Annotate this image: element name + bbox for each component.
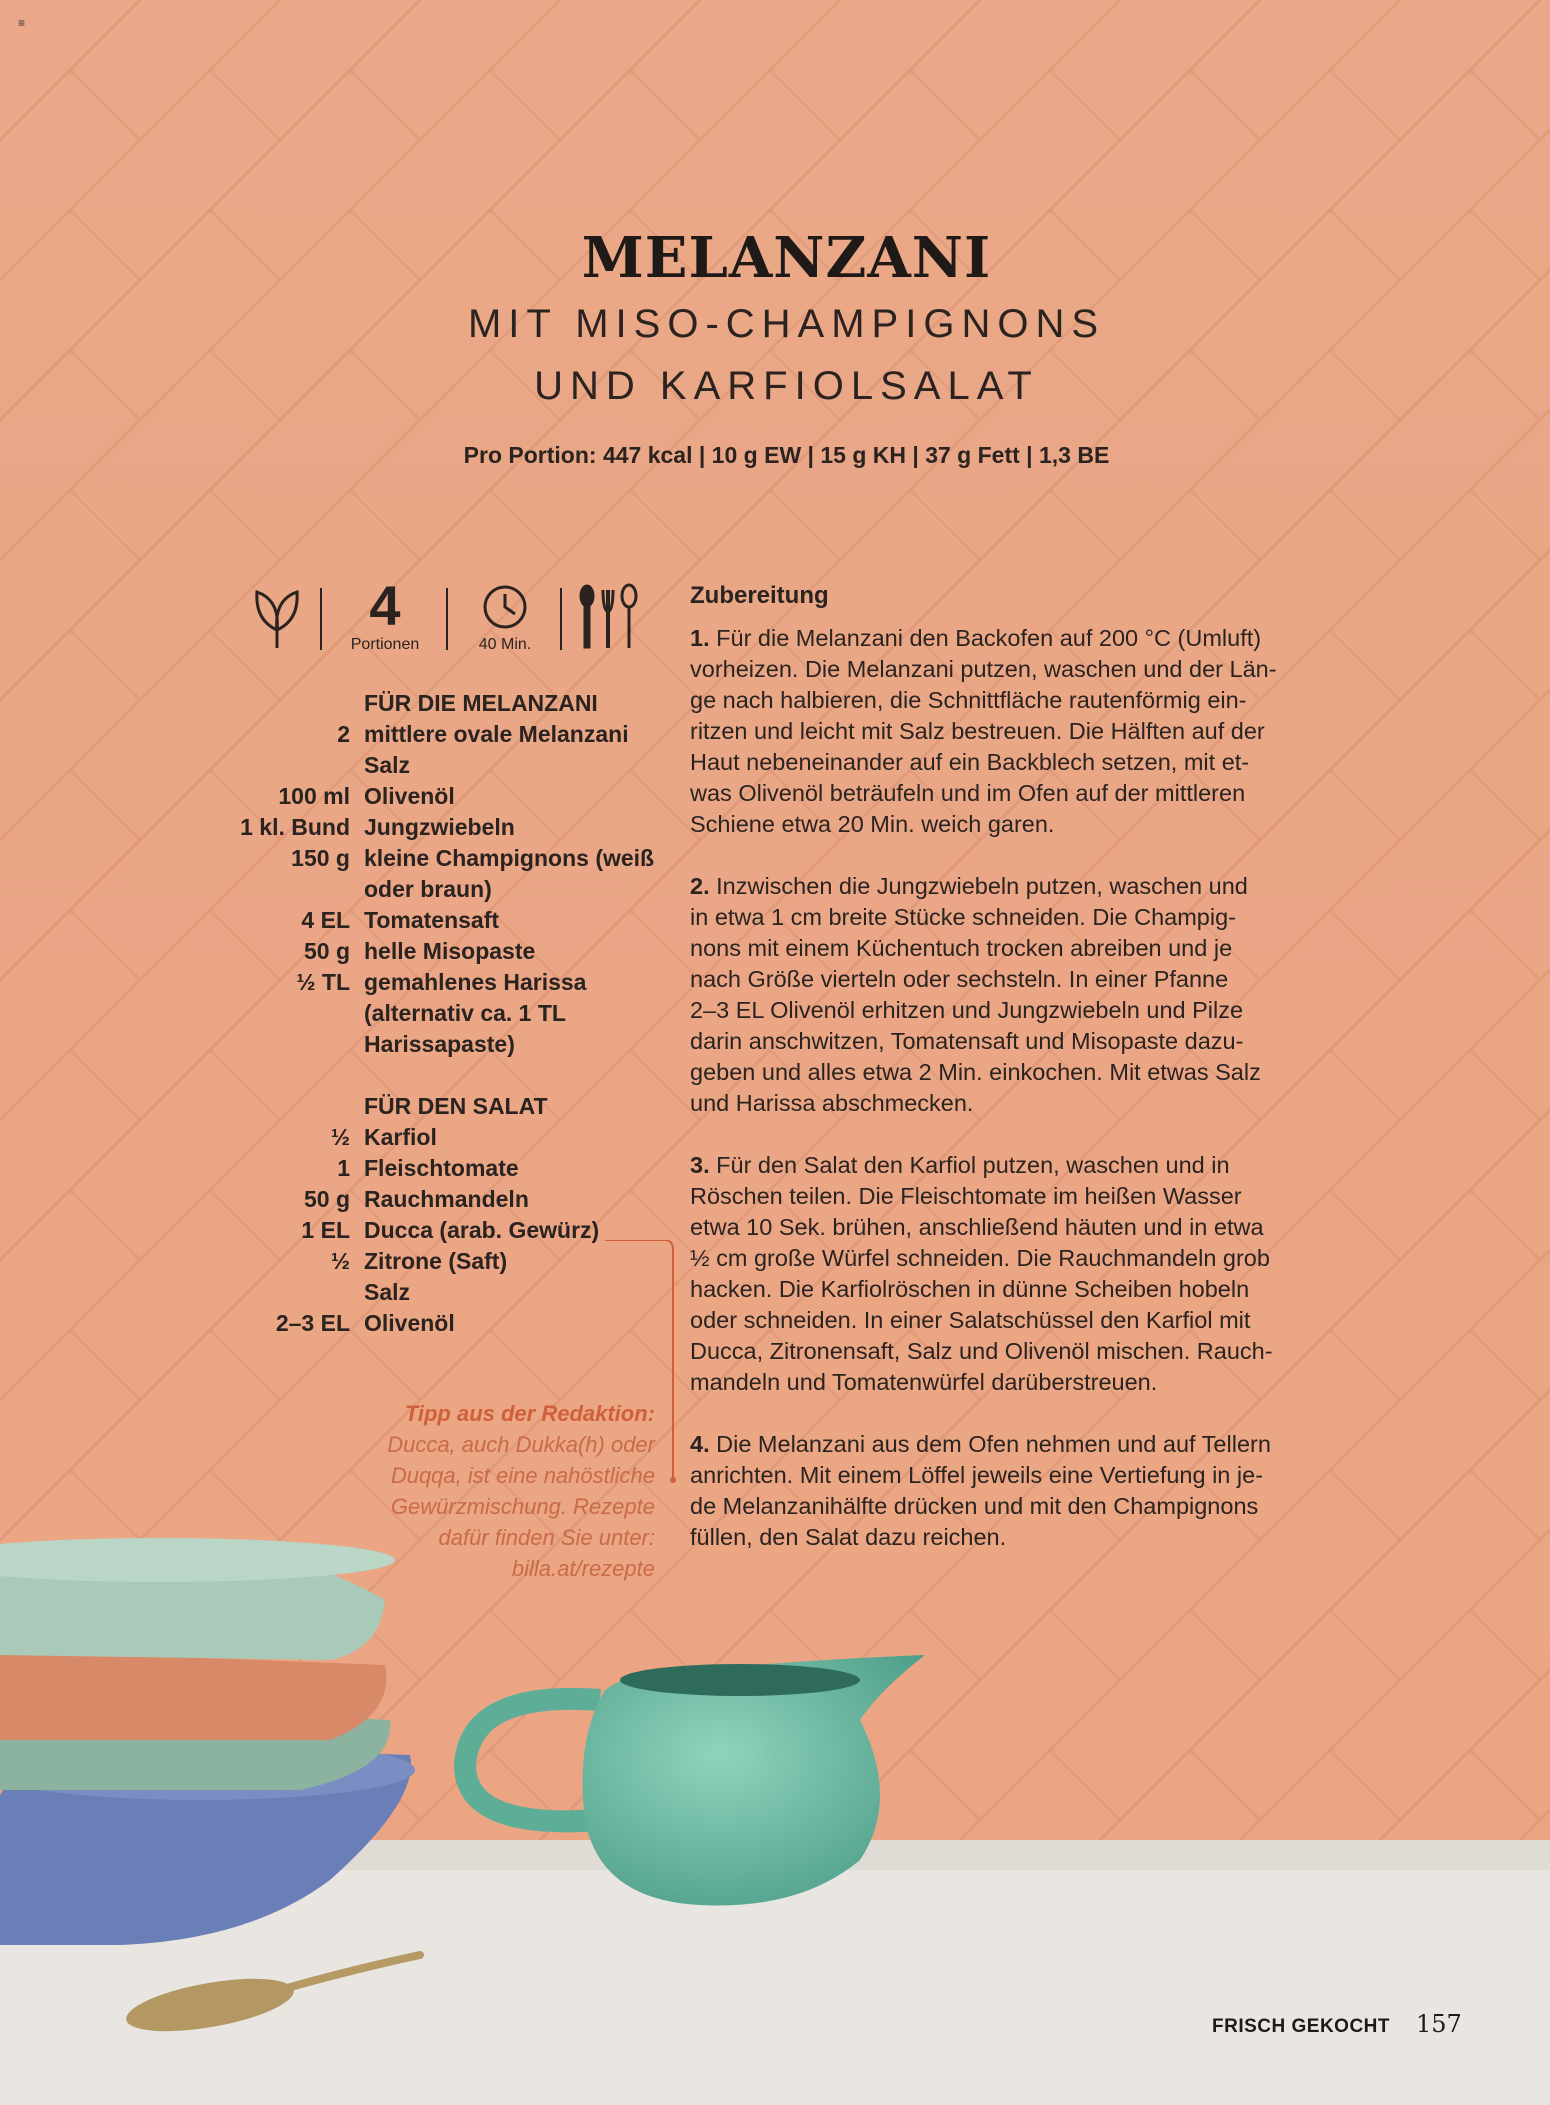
- ingredient-name: Olivenöl: [364, 1310, 455, 1336]
- preparation-step: [690, 623, 1340, 840]
- divider: [560, 588, 562, 650]
- ingredient-quantity: 2: [337, 721, 350, 747]
- ingredient-row: [200, 967, 670, 998]
- ingredient-name: Fleischtomate: [364, 1155, 519, 1181]
- ingredient-name: Rauchmandeln: [364, 1186, 529, 1212]
- ingredient-row: [200, 812, 670, 843]
- ingredient-row: [200, 1184, 670, 1215]
- preparation-title: Zubereitung: [690, 582, 829, 609]
- step-line: de Melanzanihälfte drücken und mit den Champignons: [690, 1493, 1259, 1519]
- ingredient-quantity: ½: [330, 1124, 350, 1150]
- menu-icon[interactable]: ≡: [18, 16, 26, 30]
- ingredient-quantity: ½ TL: [296, 969, 350, 995]
- step-line: anrichten. Mit einem Löffel jeweils eine Vertiefung in je-: [690, 1462, 1264, 1488]
- ingredient-name: Harissapaste): [364, 1031, 515, 1057]
- ingredient-name: Olivenöl: [364, 783, 455, 809]
- step-line: ge nach halbieren, die Schnittfläche rautenförmig ein-: [690, 687, 1247, 713]
- magazine-section-label: FRISCH GEKOCHT: [1212, 2016, 1390, 2037]
- step-line: in etwa 1 cm breite Stücke schneiden. Die Champig-: [690, 904, 1236, 930]
- ingredient-quantity: ½: [330, 1248, 350, 1274]
- ingredient-name: Ducca (arab. Gewürz): [364, 1217, 600, 1243]
- ingredient-section-title: FÜR DEN SALAT: [364, 1093, 548, 1119]
- step-line: ½ cm große Würfel schneiden. Die Rauchmandeln grob: [690, 1245, 1270, 1271]
- step-line: füllen, den Salat dazu reichen.: [690, 1524, 1007, 1550]
- ingredient-quantity: 1 kl. Bund: [240, 814, 350, 840]
- ingredient-quantity: 4 EL: [301, 907, 350, 933]
- step-line: Schiene etwa 20 Min. weich garen.: [690, 811, 1055, 837]
- step-line: [690, 1429, 1340, 1460]
- recipe-title: MELANZANI: [581, 225, 992, 291]
- ingredient-name: Jungzwiebeln: [364, 814, 515, 840]
- ingredient-quantity: 1 EL: [301, 1217, 350, 1243]
- divider: [446, 588, 448, 650]
- ingredient-name: Karfiol: [364, 1124, 437, 1150]
- ingredient-section-title: FÜR DIE MELANZANI: [364, 690, 598, 716]
- tip-line: Ducca, auch Dukka(h) oder: [387, 1432, 655, 1457]
- ingredient-quantity: 150 g: [291, 845, 350, 871]
- ingredient-row: [200, 1122, 670, 1153]
- ingredient-row: [200, 1029, 670, 1060]
- step-line: Ducca, Zitronensaft, Salz und Olivenöl mischen. Rauch-: [690, 1338, 1273, 1364]
- ingredient-name: (alternativ ca. 1 TL: [364, 1000, 566, 1026]
- time-label: 40 Min.: [478, 636, 532, 653]
- step-line: mandeln und Tomatenwürfel darüberstreuen.: [690, 1369, 1158, 1395]
- ingredient-row: [200, 843, 670, 874]
- tip-title: Tipp aus der Redaktion:: [404, 1401, 655, 1426]
- ingredient-name: oder braun): [364, 876, 492, 902]
- step-line: darin anschwitzen, Tomatensaft und Misopaste dazu-: [690, 1028, 1244, 1054]
- ingredient-row: [200, 936, 670, 967]
- step-line: 2–3 EL Olivenöl erhitzen und Jungzwiebeln und Pilze: [690, 997, 1244, 1023]
- step-text: Die Melanzani aus dem Ofen nehmen und auf Tellern: [716, 1431, 1271, 1457]
- preparation-step: [690, 1429, 1340, 1553]
- step-line: nach Größe vierteln oder sechsteln. In einer Pfanne: [690, 966, 1229, 992]
- step-line: was Olivenöl beträufeln und im Ofen auf der mittleren: [690, 780, 1246, 806]
- ingredient-name: Salz: [364, 752, 411, 778]
- terracotta-bowl: [0, 1650, 386, 1740]
- divider: [320, 588, 322, 650]
- step-text: Für die Melanzani den Backofen auf 200 °C (Umluft): [716, 625, 1262, 651]
- step-number: 3.: [690, 1152, 710, 1178]
- ingredient-row: [200, 1153, 670, 1184]
- ingredient-row: [200, 719, 670, 750]
- preparation-step: [690, 1150, 1340, 1398]
- step-line: ritzen und leicht mit Salz bestreuen. Die Hälften auf der: [690, 718, 1265, 744]
- ingredient-quantity: 50 g: [303, 1186, 350, 1212]
- page-number: 157: [1416, 2010, 1462, 2038]
- ingredient-quantity: [200, 1029, 364, 1060]
- recipe-subtitle-line2: UND KARFIOLSALAT: [534, 364, 1039, 408]
- step-text: Für den Salat den Karfiol putzen, waschen und in: [716, 1152, 1230, 1178]
- step-line: [690, 871, 1340, 902]
- ingredient-name: Salz: [364, 1279, 411, 1305]
- preparation-step: [690, 871, 1340, 1119]
- step-line: [690, 1150, 1340, 1181]
- ingredient-quantity: 100 ml: [278, 783, 350, 809]
- tip-line: Duqqa, ist eine nahöstliche: [390, 1463, 655, 1488]
- step-line: Haut nebeneinander auf ein Backblech setzen, mit et-: [690, 749, 1250, 775]
- preparation: [690, 580, 1340, 1584]
- step-line: hacken. Die Karfiolröschen in dünne Scheiben hobeln: [690, 1276, 1250, 1302]
- tip-line: Gewürzmischung. Rezepte: [390, 1494, 655, 1519]
- ingredient-name: Tomatensaft: [364, 907, 500, 933]
- step-line: geben und alles etwa 2 Min. einkochen. Mit etwas Salz: [690, 1059, 1261, 1085]
- ingredient-quantity: [200, 998, 364, 1029]
- ingredient-row: [200, 781, 670, 812]
- editor-tip: [330, 1398, 655, 1584]
- ingredient-row: [200, 874, 670, 905]
- jug-opening: [620, 1664, 860, 1696]
- ingredient-quantity: 50 g: [303, 938, 350, 964]
- tip-line: dafür finden Sie unter:: [438, 1525, 655, 1550]
- ingredient-quantity: 1: [337, 1155, 350, 1181]
- nutrition-info: Pro Portion: 447 kcal | 10 g EW | 15 g KH | 37 g Fett | 1,3 BE: [463, 442, 1110, 468]
- step-line: [690, 623, 1340, 654]
- step-number: 1.: [690, 625, 710, 651]
- step-line: oder schneiden. In einer Salatschüssel den Karfiol mit: [690, 1307, 1251, 1333]
- portions-label: Portionen: [350, 636, 420, 653]
- step-line: nons mit einem Küchentuch trocken abreiben und je: [690, 935, 1233, 961]
- step-number: 2.: [690, 873, 710, 899]
- ingredient-quantity: [200, 750, 364, 781]
- ingredient-quantity: [200, 1277, 364, 1308]
- step-line: Röschen teilen. Die Fleischtomate im heißen Wasser: [690, 1183, 1242, 1209]
- ingredient-name: helle Misopaste: [364, 938, 536, 964]
- ingredient-name: Zitrone (Saft): [364, 1248, 508, 1274]
- portions-value: 4: [369, 574, 401, 637]
- tip-line: billa.at/rezepte: [511, 1556, 655, 1581]
- ingredient-name: mittlere ovale Melanzani: [364, 721, 629, 747]
- ingredient-row: [200, 905, 670, 936]
- ingredient-quantity: 2–3 EL: [275, 1310, 350, 1336]
- step-line: etwa 10 Sek. brühen, anschließend häuten und in etwa: [690, 1214, 1264, 1240]
- recipe-subtitle-line1: MIT MISO-CHAMPIGNONS: [467, 302, 1106, 346]
- ingredient-row: [200, 750, 670, 781]
- step-number: 4.: [690, 1431, 710, 1457]
- ingredient-name: gemahlenes Harissa: [364, 969, 587, 995]
- ingredient-quantity: [200, 874, 364, 905]
- ingredient-name: kleine Champignons (weiß: [364, 845, 655, 871]
- step-text: Inzwischen die Jungzwiebeln putzen, waschen und: [716, 873, 1248, 899]
- step-line: und Harissa abschmecken.: [690, 1090, 974, 1116]
- step-line: vorheizen. Die Melanzani putzen, waschen und der Län-: [690, 656, 1277, 682]
- ingredient-row: [200, 998, 670, 1029]
